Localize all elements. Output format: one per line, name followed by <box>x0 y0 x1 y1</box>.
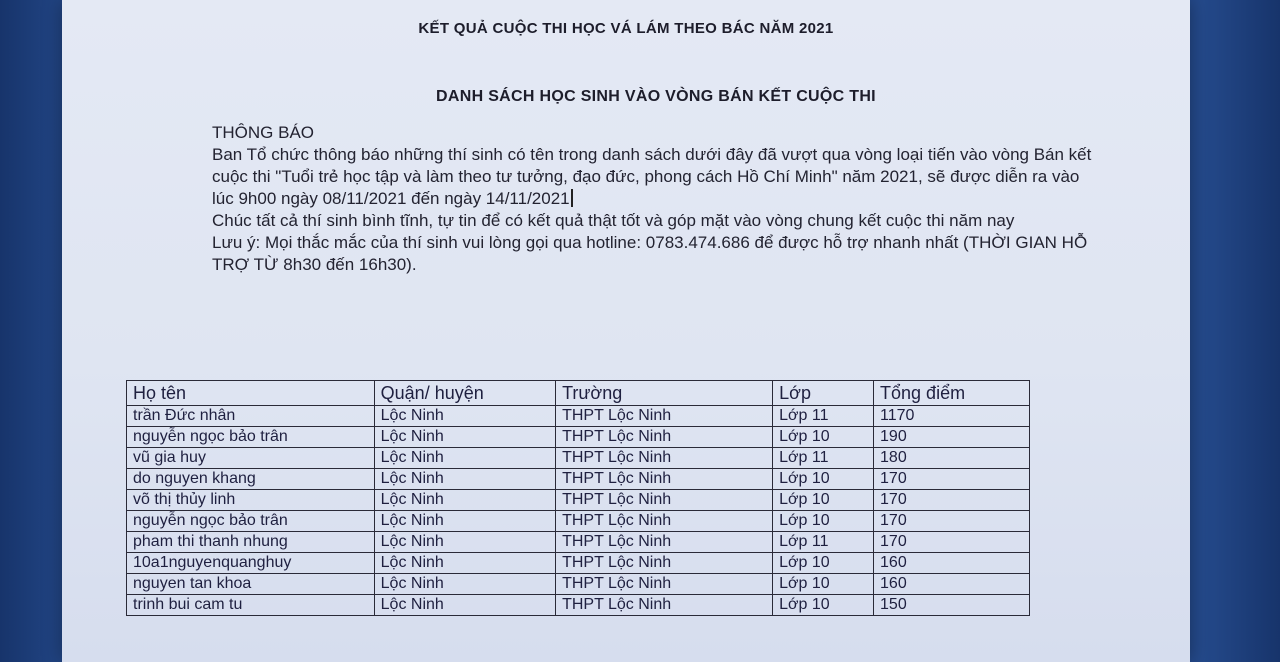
cell-school: THPT Lộc Ninh <box>556 553 773 574</box>
cell-name: nguyen tan khoa <box>127 574 375 595</box>
cell-school: THPT Lộc Ninh <box>556 511 773 532</box>
cell-class: Lớp 11 <box>773 448 874 469</box>
cell-score: 150 <box>874 595 1030 616</box>
notice-paragraph[interactable] <box>212 144 1092 210</box>
cell-score: 160 <box>874 553 1030 574</box>
cell-district: Lộc Ninh <box>374 511 555 532</box>
cell-district: Lộc Ninh <box>374 553 555 574</box>
cell-class: Lớp 10 <box>773 553 874 574</box>
header-class: Lớp <box>773 381 874 406</box>
text-cursor <box>571 189 573 207</box>
cell-district: Lộc Ninh <box>374 448 555 469</box>
cell-score: 170 <box>874 490 1030 511</box>
cell-district: Lộc Ninh <box>374 574 555 595</box>
notice-heading: THÔNG BÁO <box>212 123 315 142</box>
cell-school: THPT Lộc Ninh <box>556 427 773 448</box>
table-row <box>127 511 1030 532</box>
cell-class: Lớp 10 <box>773 469 874 490</box>
cell-school: THPT Lộc Ninh <box>556 595 773 616</box>
cell-score: 160 <box>874 574 1030 595</box>
cell-class: Lớp 10 <box>773 574 874 595</box>
cell-score: 170 <box>874 532 1030 553</box>
table-row <box>127 406 1030 427</box>
cell-school: THPT Lộc Ninh <box>556 448 773 469</box>
document-subtitle: DANH SÁCH HỌC SINH VÀO VÒNG BÁN KẾT CUỘC THI <box>436 88 876 105</box>
cell-class: Lớp 10 <box>773 490 874 511</box>
cell-class: Lớp 11 <box>773 406 874 427</box>
cell-school: THPT Lộc Ninh <box>556 490 773 511</box>
cell-score: 170 <box>874 511 1030 532</box>
cell-district: Lộc Ninh <box>374 469 555 490</box>
document-title: KẾT QUẢ CUỘC THI HỌC VÁ LÁM THEO BÁC NĂM 2021 <box>418 20 834 37</box>
table-header-row <box>127 381 1030 406</box>
cell-class: Lớp 10 <box>773 595 874 616</box>
cell-class: Lớp 10 <box>773 427 874 448</box>
cell-name: vũ gia huy <box>127 448 375 469</box>
cell-name: do nguyen khang <box>127 469 375 490</box>
cell-district: Lộc Ninh <box>374 427 555 448</box>
table-row <box>127 490 1030 511</box>
header-score: Tổng điểm <box>874 381 1030 406</box>
table-row <box>127 574 1030 595</box>
header-name: Họ tên <box>127 381 375 406</box>
cell-name: võ thị thủy linh <box>127 490 375 511</box>
cell-name: 10a1nguyenquanghuy <box>127 553 375 574</box>
notice-body: Ban Tổ chức thông báo những thí sinh có tên trong danh sách dưới đây đã vượt qua vòng loại tiến vào vòng Bán kết cuộc thi "Tuổi trẻ học tập và làm theo tư tưởng, đạo đức, phong cách Hồ Chí Minh" năm 2021, sẽ được diễn ra vào lúc 9h00 ngày 08/11/2021 đến ngày 14/11/2021 <box>212 145 1092 208</box>
results-table <box>126 380 1030 616</box>
cell-school: THPT Lộc Ninh <box>556 574 773 595</box>
cell-score: 170 <box>874 469 1030 490</box>
cell-name: nguyễn ngọc bảo trân <box>127 427 375 448</box>
table-row <box>127 553 1030 574</box>
cell-district: Lộc Ninh <box>374 532 555 553</box>
table-row <box>127 595 1030 616</box>
header-district: Quận/ huyện <box>374 381 555 406</box>
cell-district: Lộc Ninh <box>374 595 555 616</box>
cell-score: 1170 <box>874 406 1030 427</box>
cell-district: Lộc Ninh <box>374 490 555 511</box>
cell-school: THPT Lộc Ninh <box>556 406 773 427</box>
header-school: Trường <box>556 381 773 406</box>
cell-name: trinh bui cam tu <box>127 595 375 616</box>
notice-section <box>212 122 1092 276</box>
cell-name: pham thi thanh nhung <box>127 532 375 553</box>
note-paragraph: Lưu ý: Mọi thắc mắc của thí sinh vui lòng gọi qua hotline: 0783.474.686 để được hỗ trợ nhanh nhất (THỜI GIAN HỖ TRỢ TỪ 8h30 đến 16h30). <box>212 233 1088 274</box>
cell-score: 180 <box>874 448 1030 469</box>
cell-school: THPT Lộc Ninh <box>556 469 773 490</box>
table-row <box>127 427 1030 448</box>
wish-paragraph: Chúc tất cả thí sinh bình tĩnh, tự tin để có kết quả thật tốt và góp mặt vào vòng chung kết cuộc thi năm nay <box>212 211 1015 230</box>
cell-school: THPT Lộc Ninh <box>556 532 773 553</box>
cell-class: Lớp 11 <box>773 532 874 553</box>
table-row <box>127 469 1030 490</box>
cell-class: Lớp 10 <box>773 511 874 532</box>
table-row <box>127 532 1030 553</box>
cell-name: nguyễn ngọc bảo trân <box>127 511 375 532</box>
cell-score: 190 <box>874 427 1030 448</box>
cell-district: Lộc Ninh <box>374 406 555 427</box>
cell-name: trần Đức nhân <box>127 406 375 427</box>
table-row <box>127 448 1030 469</box>
